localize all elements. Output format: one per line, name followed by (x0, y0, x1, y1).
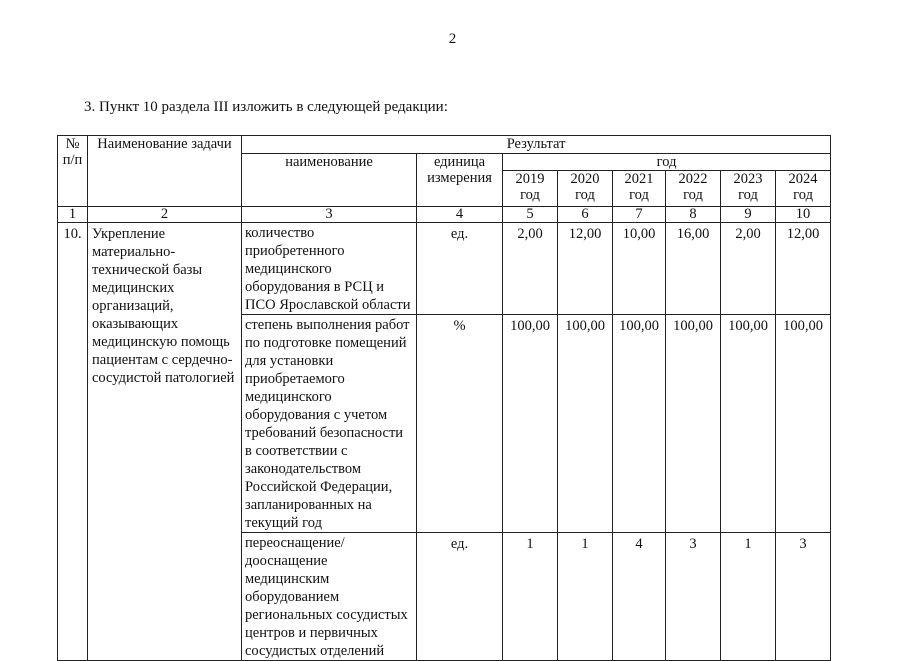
header-year: 2022 год (666, 171, 721, 207)
column-number: 5 (503, 207, 558, 223)
value-cell: 12,00 (776, 223, 831, 315)
indicator-unit: ед. (417, 223, 503, 315)
header-year: 2020 год (558, 171, 613, 207)
indicator-name: количество приобретенного медицинского оборудования в РСЦ и ПСО Ярославской области (242, 223, 417, 315)
value-cell: 3 (776, 533, 831, 661)
header-task: Наименование задачи (88, 136, 242, 207)
column-number: 3 (242, 207, 417, 223)
indicator-name: переоснащение/ дооснащение медицинским оборудованием региональных сосудистых центров и первичных сосудистых отделений (242, 533, 417, 661)
column-number: 9 (721, 207, 776, 223)
header-year-group: год (503, 154, 831, 171)
value-cell: 2,00 (721, 223, 776, 315)
column-number: 8 (666, 207, 721, 223)
value-cell: 100,00 (666, 315, 721, 533)
indicator-unit: ед. (417, 533, 503, 661)
indicator-name: степень выполнения работ по подготовке помещений для установки приобретаемого медицинского оборудования с учетом требований безопасности в соответствии с законодательством Российской Федерации, запланированных на текущий год (242, 315, 417, 533)
intro-text: 3. Пункт 10 раздела III изложить в следующей редакции: (84, 99, 448, 115)
column-number: 4 (417, 207, 503, 223)
indicator-unit: % (417, 315, 503, 533)
column-number: 2 (88, 207, 242, 223)
header-year: 2024 год (776, 171, 831, 207)
value-cell: 10,00 (613, 223, 666, 315)
table-row (58, 223, 831, 315)
value-cell: 100,00 (776, 315, 831, 533)
header-name: наименование (242, 154, 417, 207)
page-number: 2 (448, 31, 457, 47)
column-number: 1 (58, 207, 88, 223)
value-cell: 16,00 (666, 223, 721, 315)
value-cell: 100,00 (721, 315, 776, 533)
value-cell: 1 (721, 533, 776, 661)
value-cell: 100,00 (503, 315, 558, 533)
value-cell: 3 (666, 533, 721, 661)
header-unit: единица измерения (417, 154, 503, 207)
header-result: Результат (242, 136, 831, 154)
task-text: Укрепление материально-технической базы медицинских организаций, оказывающих медицинскую помощь пациентам с сердечно-сосудистой патологией (88, 223, 242, 661)
results-table (57, 135, 831, 661)
header-year: 2023 год (721, 171, 776, 207)
value-cell: 4 (613, 533, 666, 661)
value-cell: 100,00 (613, 315, 666, 533)
value-cell: 1 (558, 533, 613, 661)
header-year: 2019 год (503, 171, 558, 207)
header-no: № п/п (58, 136, 88, 207)
value-cell: 2,00 (503, 223, 558, 315)
row-number: 10. (58, 223, 88, 661)
value-cell: 100,00 (558, 315, 613, 533)
column-number: 10 (776, 207, 831, 223)
header-year: 2021 год (613, 171, 666, 207)
value-cell: 12,00 (558, 223, 613, 315)
column-number: 7 (613, 207, 666, 223)
value-cell: 1 (503, 533, 558, 661)
column-number: 6 (558, 207, 613, 223)
